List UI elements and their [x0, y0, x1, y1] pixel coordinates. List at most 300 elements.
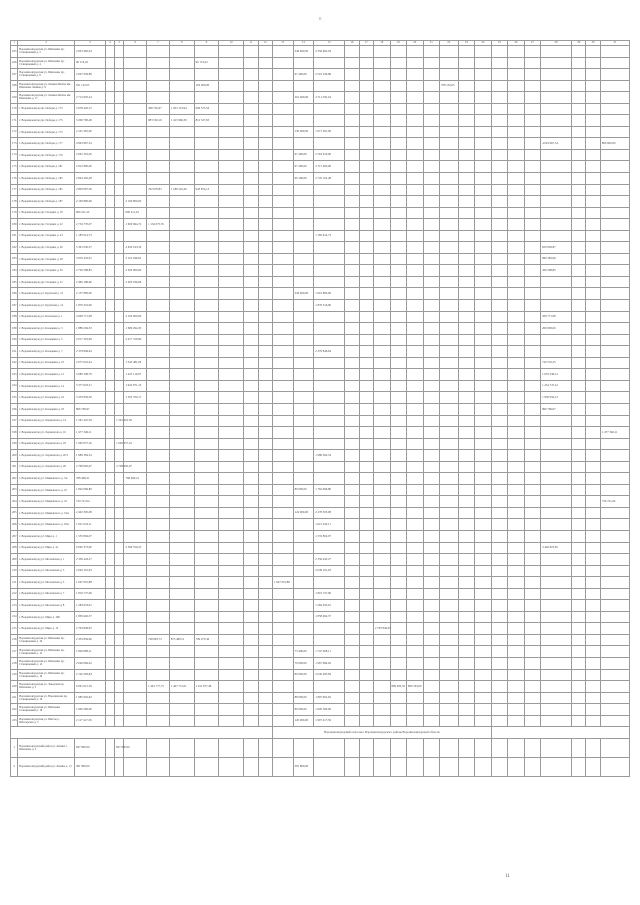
work-cost-cell: [600, 415, 629, 427]
work-cost-cell: [586, 565, 600, 577]
work-cost-cell: [491, 346, 508, 358]
work-cost-cell: [359, 242, 373, 254]
work-cost-cell: [345, 103, 359, 115]
work-cost-cell: [314, 57, 345, 69]
work-cost-cell: [390, 611, 407, 623]
work-cost-cell: 1 425 110,67: [124, 369, 147, 381]
work-cost-cell: [541, 704, 572, 716]
row-number-cell: 207: [11, 530, 18, 542]
work-cost-cell: [374, 461, 391, 473]
work-cost-cell: [600, 126, 629, 138]
work-cost-cell: [572, 669, 586, 681]
work-cost-cell: [124, 757, 147, 776]
work-cost-cell: [345, 623, 359, 635]
work-cost-cell: 1 047 001,88: [272, 577, 293, 589]
work-cost-cell: [194, 92, 219, 104]
total-cost-cell: 4 609 771,08: [74, 311, 105, 323]
work-cost-cell: [147, 69, 170, 81]
total-cost-cell: 2 137 800,00: [74, 288, 105, 300]
work-cost-cell: [345, 161, 359, 173]
work-cost-cell: [258, 542, 272, 554]
work-cost-cell: [194, 461, 219, 473]
work-cost-cell: [272, 311, 293, 323]
work-cost-cell: [105, 473, 114, 485]
work-cost-cell: [194, 265, 219, 277]
work-cost-cell: 1 858 492,37: [314, 611, 345, 623]
work-cost-cell: [374, 646, 391, 658]
work-cost-cell: [475, 519, 492, 531]
work-cost-cell: [244, 311, 258, 323]
work-cost-cell: [124, 646, 147, 658]
work-cost-cell: [407, 392, 424, 404]
work-cost-cell: [194, 161, 219, 173]
work-cost-cell: [194, 738, 219, 757]
work-cost-cell: [345, 311, 359, 323]
work-cost-cell: [586, 427, 600, 439]
work-cost-cell: [423, 588, 440, 600]
work-cost-cell: [219, 427, 244, 439]
work-cost-cell: [390, 669, 407, 681]
work-cost-cell: 1 876 316,90: [314, 300, 345, 312]
work-cost-cell: [219, 646, 244, 658]
work-cost-cell: [390, 380, 407, 392]
work-cost-cell: [115, 230, 124, 242]
work-cost-cell: [169, 149, 194, 161]
work-cost-cell: [572, 300, 586, 312]
work-cost-cell: [374, 196, 391, 208]
work-cost-cell: [586, 253, 600, 265]
work-cost-cell: [508, 69, 525, 81]
work-cost-cell: [572, 427, 586, 439]
table-row: [11, 577, 630, 589]
work-cost-cell: 103 000,00: [194, 80, 219, 92]
work-cost-cell: [440, 438, 459, 450]
work-cost-cell: [475, 554, 492, 566]
work-cost-cell: [359, 450, 373, 462]
work-cost-cell: [115, 46, 124, 58]
row-number-cell: 201: [11, 461, 18, 473]
work-cost-cell: [390, 565, 407, 577]
work-cost-cell: [407, 496, 424, 508]
work-cost-cell: [105, 380, 114, 392]
work-cost-cell: [475, 369, 492, 381]
work-cost-cell: [194, 657, 219, 669]
work-cost-cell: [194, 611, 219, 623]
work-cost-cell: [423, 207, 440, 219]
work-cost-cell: 97 400,00: [293, 69, 314, 81]
work-cost-cell: [586, 530, 600, 542]
work-cost-cell: [147, 715, 170, 727]
address-cell: Ворошиловградская ул. Шевченко пр. Станционный д. 10: [18, 634, 75, 646]
work-cost-cell: [272, 369, 293, 381]
row-number-cell: 189: [11, 323, 18, 335]
work-cost-cell: [586, 57, 600, 69]
work-cost-cell: [572, 288, 586, 300]
work-cost-cell: [390, 692, 407, 704]
work-cost-cell: 943 874,13: [194, 184, 219, 196]
work-cost-cell: [524, 311, 541, 323]
work-cost-cell: [124, 450, 147, 462]
work-cost-cell: [345, 80, 359, 92]
address-cell: г. Ворошиловград пр. Гагарина д. 24: [18, 230, 75, 242]
work-cost-cell: [475, 149, 492, 161]
work-cost-cell: [440, 207, 459, 219]
total-cost-cell: 2 893 087,36: [74, 184, 105, 196]
work-cost-cell: [491, 184, 508, 196]
work-cost-cell: [586, 149, 600, 161]
header-cell: 13: [272, 41, 293, 46]
work-cost-cell: [458, 230, 475, 242]
work-cost-cell: [407, 161, 424, 173]
work-cost-cell: [105, 403, 114, 415]
work-cost-cell: [169, 657, 194, 669]
row-number-cell: 218: [11, 657, 18, 669]
work-cost-cell: 2 400 186,66: [124, 276, 147, 288]
work-cost-cell: [345, 738, 359, 757]
work-cost-cell: [374, 496, 391, 508]
work-cost-cell: [524, 554, 541, 566]
row-number-cell: 219: [11, 669, 18, 681]
work-cost-cell: [572, 519, 586, 531]
work-cost-cell: 1 655 238,12: [541, 369, 572, 381]
total-cost-cell: 2 708 995,97: [74, 461, 105, 473]
work-cost-cell: [345, 438, 359, 450]
address-cell: г. Ворошиловград ул. Мира д. 1: [18, 530, 75, 542]
work-cost-cell: [374, 542, 391, 554]
work-cost-cell: 79 000,00: [293, 657, 314, 669]
work-cost-cell: [508, 242, 525, 254]
work-cost-cell: [508, 496, 525, 508]
work-cost-cell: [194, 207, 219, 219]
row-number-cell: 176: [11, 173, 18, 185]
work-cost-cell: [244, 219, 258, 231]
work-cost-cell: [586, 115, 600, 127]
work-cost-cell: [390, 242, 407, 254]
work-cost-cell: [374, 288, 391, 300]
work-cost-cell: [586, 323, 600, 335]
work-cost-cell: [124, 496, 147, 508]
work-cost-cell: [508, 369, 525, 381]
work-cost-cell: [115, 577, 124, 589]
work-cost-cell: [524, 357, 541, 369]
work-cost-cell: [475, 196, 492, 208]
work-cost-cell: [105, 57, 114, 69]
work-cost-cell: [458, 138, 475, 150]
work-cost-cell: [423, 69, 440, 81]
work-cost-cell: [586, 265, 600, 277]
work-cost-cell: [147, 530, 170, 542]
work-cost-cell: [440, 554, 459, 566]
work-cost-cell: [600, 276, 629, 288]
work-cost-cell: [194, 138, 219, 150]
work-cost-cell: [359, 565, 373, 577]
work-cost-cell: [586, 554, 600, 566]
work-cost-cell: [423, 704, 440, 716]
work-cost-cell: [194, 126, 219, 138]
work-cost-cell: [293, 80, 314, 92]
work-cost-cell: [374, 392, 391, 404]
work-cost-cell: [475, 530, 492, 542]
work-cost-cell: [194, 507, 219, 519]
row-number-cell: 188: [11, 311, 18, 323]
work-cost-cell: [359, 588, 373, 600]
address-cell: г. Ворошиловград ул. Маяковского д. 3А: [18, 473, 75, 485]
work-cost-cell: [219, 207, 244, 219]
work-cost-cell: [169, 126, 194, 138]
work-cost-cell: [293, 219, 314, 231]
work-cost-cell: [345, 126, 359, 138]
address-cell: г. Ворошиловград ул. Крупской д. 14: [18, 300, 75, 312]
work-cost-cell: [219, 346, 244, 358]
work-cost-cell: [244, 357, 258, 369]
work-cost-cell: 2 510 239,86: [314, 69, 345, 81]
work-cost-cell: [244, 438, 258, 450]
work-cost-cell: [244, 657, 258, 669]
work-cost-cell: [440, 323, 459, 335]
work-cost-cell: [508, 392, 525, 404]
work-cost-cell: [508, 715, 525, 727]
work-cost-cell: [272, 554, 293, 566]
work-cost-cell: [440, 69, 459, 81]
work-cost-cell: [374, 138, 391, 150]
work-cost-cell: [194, 484, 219, 496]
total-cost-cell: 1 561 410,59: [74, 415, 105, 427]
work-cost-cell: [475, 242, 492, 254]
work-cost-cell: [586, 588, 600, 600]
work-cost-cell: [147, 276, 170, 288]
work-cost-cell: [272, 380, 293, 392]
row-number-cell: 165: [11, 46, 18, 58]
work-cost-cell: [475, 704, 492, 716]
work-cost-cell: [105, 173, 114, 185]
work-cost-cell: [124, 173, 147, 185]
work-cost-cell: 806 769,97: [541, 403, 572, 415]
work-cost-cell: [258, 311, 272, 323]
table-row: [11, 207, 630, 219]
work-cost-cell: [272, 242, 293, 254]
work-cost-cell: [345, 276, 359, 288]
work-cost-cell: [491, 577, 508, 589]
work-cost-cell: [541, 80, 572, 92]
work-cost-cell: [374, 657, 391, 669]
work-cost-cell: [272, 461, 293, 473]
work-cost-cell: [600, 311, 629, 323]
work-cost-cell: [440, 415, 459, 427]
work-cost-cell: [586, 473, 600, 485]
work-cost-cell: [458, 380, 475, 392]
address-cell: г. Ворошиловград ул. Кольцевая д. 18: [18, 403, 75, 415]
address-cell: г. Ворошиловград ул. Лермонтова д. 16: [18, 427, 75, 439]
work-cost-cell: 2 708 995,97: [115, 461, 124, 473]
total-cost-cell: 768 469,21: [74, 473, 105, 485]
work-cost-cell: 97 400,00: [293, 161, 314, 173]
work-cost-cell: [586, 184, 600, 196]
work-cost-cell: [359, 380, 373, 392]
work-cost-cell: 768 469,21: [124, 473, 147, 485]
work-cost-cell: [115, 346, 124, 358]
work-cost-cell: [508, 427, 525, 439]
work-cost-cell: [345, 542, 359, 554]
work-cost-cell: [115, 80, 124, 92]
work-cost-cell: [600, 219, 629, 231]
work-cost-cell: [572, 715, 586, 727]
work-cost-cell: [541, 288, 572, 300]
row-number-cell: 179: [11, 207, 18, 219]
work-cost-cell: [390, 623, 407, 635]
work-cost-cell: [147, 496, 170, 508]
work-cost-cell: [147, 92, 170, 104]
work-cost-cell: [293, 184, 314, 196]
total-cost-cell: 1 621 043,11: [74, 519, 105, 531]
work-cost-cell: [258, 138, 272, 150]
work-cost-cell: [572, 69, 586, 81]
work-cost-cell: [407, 207, 424, 219]
work-cost-cell: [407, 323, 424, 335]
work-cost-cell: [272, 334, 293, 346]
work-cost-cell: [600, 380, 629, 392]
work-cost-cell: [407, 692, 424, 704]
work-cost-cell: [541, 473, 572, 485]
work-cost-cell: [491, 496, 508, 508]
work-cost-cell: [219, 450, 244, 462]
work-cost-cell: [314, 80, 345, 92]
work-cost-cell: [524, 484, 541, 496]
work-cost-cell: [572, 115, 586, 127]
work-cost-cell: [115, 323, 124, 335]
work-cost-cell: [524, 149, 541, 161]
work-cost-cell: [508, 276, 525, 288]
work-cost-cell: [475, 669, 492, 681]
work-cost-cell: [219, 669, 244, 681]
page-number-top: 11: [318, 16, 322, 21]
work-cost-cell: [258, 646, 272, 658]
work-cost-cell: [524, 230, 541, 242]
work-cost-cell: [345, 207, 359, 219]
work-cost-cell: [244, 276, 258, 288]
work-cost-cell: [423, 484, 440, 496]
work-cost-cell: [586, 311, 600, 323]
work-cost-cell: [258, 288, 272, 300]
work-cost-cell: [458, 450, 475, 462]
work-cost-cell: [194, 403, 219, 415]
work-cost-cell: [124, 484, 147, 496]
work-cost-cell: [105, 704, 114, 716]
work-cost-cell: [293, 230, 314, 242]
work-cost-cell: [491, 196, 508, 208]
work-cost-cell: [423, 507, 440, 519]
work-cost-cell: [586, 450, 600, 462]
work-cost-cell: [440, 392, 459, 404]
work-cost-cell: [475, 300, 492, 312]
work-cost-cell: [600, 565, 629, 577]
address-cell: г. Ворошиловград пр. Победы д. 179: [18, 149, 75, 161]
work-cost-cell: [374, 207, 391, 219]
work-cost-cell: 246 820,00: [293, 46, 314, 58]
total-cost-cell: 806 769,97: [74, 403, 105, 415]
row-number-cell: 210: [11, 565, 18, 577]
work-cost-cell: [407, 103, 424, 115]
work-cost-cell: [258, 415, 272, 427]
work-cost-cell: [508, 334, 525, 346]
work-cost-cell: [124, 681, 147, 693]
work-cost-cell: [345, 507, 359, 519]
work-cost-cell: [600, 484, 629, 496]
work-cost-cell: [491, 173, 508, 185]
work-cost-cell: [390, 149, 407, 161]
work-cost-cell: [272, 357, 293, 369]
work-cost-cell: [586, 300, 600, 312]
work-cost-cell: [293, 473, 314, 485]
table-row: [11, 484, 630, 496]
work-cost-cell: [219, 757, 244, 776]
work-cost-cell: [244, 46, 258, 58]
work-cost-cell: [423, 92, 440, 104]
work-cost-cell: [258, 427, 272, 439]
work-cost-cell: [374, 46, 391, 58]
work-cost-cell: [194, 530, 219, 542]
work-cost-cell: [115, 219, 124, 231]
work-cost-cell: [258, 69, 272, 81]
work-cost-cell: [359, 207, 373, 219]
work-cost-cell: [258, 392, 272, 404]
work-cost-cell: [524, 300, 541, 312]
section-note-lead: [11, 727, 273, 739]
work-cost-cell: [345, 530, 359, 542]
address-cell: г. Ворошиловград пр. Победы д. 183: [18, 173, 75, 185]
work-cost-cell: [600, 242, 629, 254]
work-cost-cell: [524, 392, 541, 404]
work-cost-cell: [169, 577, 194, 589]
work-cost-cell: [219, 184, 244, 196]
work-cost-cell: [105, 757, 114, 776]
work-cost-cell: [147, 253, 170, 265]
work-cost-cell: [390, 115, 407, 127]
work-cost-cell: [374, 704, 391, 716]
work-cost-cell: [359, 346, 373, 358]
work-cost-cell: [374, 669, 391, 681]
work-cost-cell: [458, 357, 475, 369]
header-cell: 24: [475, 41, 492, 46]
work-cost-cell: [600, 715, 629, 727]
work-cost-cell: [475, 646, 492, 658]
work-cost-cell: [147, 207, 170, 219]
work-cost-cell: [491, 611, 508, 623]
work-cost-cell: [124, 403, 147, 415]
work-cost-cell: [491, 415, 508, 427]
work-cost-cell: [374, 692, 391, 704]
work-cost-cell: [194, 554, 219, 566]
address-cell: г. Ворошиловград пр. Гагарина д. 30: [18, 265, 75, 277]
work-cost-cell: [314, 681, 345, 693]
work-cost-cell: [374, 507, 391, 519]
work-cost-cell: [314, 323, 345, 335]
work-cost-cell: [272, 46, 293, 58]
work-cost-cell: [314, 496, 345, 508]
header-cell: 31: [600, 41, 629, 46]
work-cost-cell: [423, 276, 440, 288]
work-cost-cell: [359, 530, 373, 542]
work-cost-cell: [600, 184, 629, 196]
work-cost-cell: [390, 207, 407, 219]
work-cost-cell: [244, 57, 258, 69]
work-cost-cell: [440, 196, 459, 208]
work-cost-cell: [586, 242, 600, 254]
address-cell: г. Ворошиловград ул. Кольцевая д. 12: [18, 369, 75, 381]
work-cost-cell: [390, 80, 407, 92]
work-cost-cell: [359, 46, 373, 58]
total-cost-cell: 1 065 657,16: [74, 438, 105, 450]
work-cost-cell: [374, 634, 391, 646]
